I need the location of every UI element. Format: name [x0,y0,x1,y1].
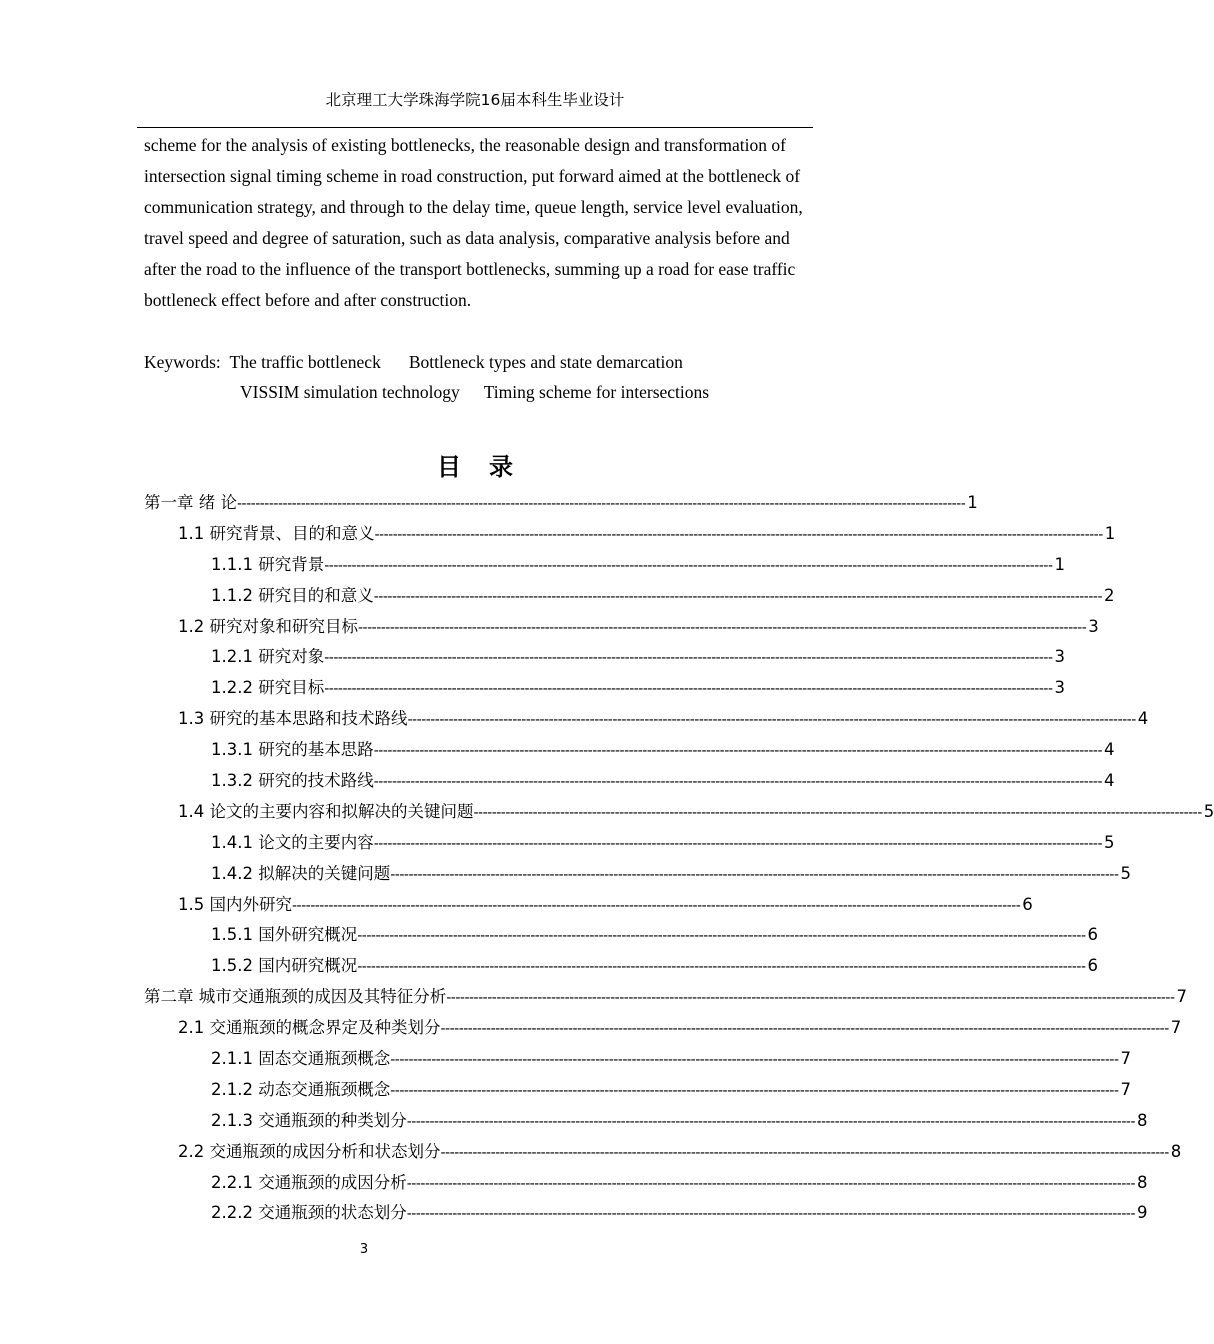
toc-entry[interactable] [144,673,1066,704]
toc-entry-page: 6 [1022,894,1033,914]
toc-entry[interactable] [144,890,1033,921]
toc-entry[interactable] [144,1106,1148,1137]
abstract-text: scheme for the analysis of existing bottlenecks, the reasonable design and transformation of intersection signal timing scheme in road construction, put forward aimed at the bottleneck of communication strategy, and through to the delay time, queue length, service level evaluation, travel speed and degree of saturation, such as data analysis, comparative analysis before and after the road to the influence of the transport bottlenecks, summing up a road for ease traffic bottleneck effect before and after construction. [144,135,803,310]
toc-entry-label: 1.5 国内外研究 [178,894,292,914]
toc-entry-label: 1.5.2 国内研究概况 [211,956,358,976]
toc-entry-page: 3 [1088,616,1099,636]
toc-entry[interactable] [144,612,1099,643]
toc-entry-label: 1.4.1 论文的主要内容 [211,832,374,852]
toc-entry-page: 3 [1054,678,1066,698]
toc-leader: ---------------------------------------------------------------------------------------------------------------------------------------------------------------- [390,866,1119,883]
toc-entry-label: 1.2 研究对象和研究目标 [178,616,358,636]
header-rule [137,127,813,128]
toc-entry-label: 2.1.3 交通瓶颈的种类划分 [211,1110,407,1130]
toc-entry-page: 7 [1120,1079,1132,1099]
toc-entry-label: 1.3 研究的基本思路和技术路线 [178,709,408,729]
toc-entry[interactable] [144,920,1099,951]
toc-entry[interactable] [144,550,1066,581]
toc-entry-page: 5 [1104,832,1115,852]
toc-entry-page: 7 [1176,987,1188,1007]
keywords-label: Keywords: [144,352,221,372]
toc-entry-page: 4 [1137,709,1149,729]
toc-entry[interactable] [144,1168,1148,1199]
toc-leader: ---------------------------------------------------------------------------------------------------------------------------------------------------------------- [407,712,1136,729]
toc-entry-page: 6 [1087,925,1099,945]
toc-entry[interactable] [144,1044,1132,1075]
toc-entry[interactable] [144,982,1188,1013]
toc-leader: ---------------------------------------------------------------------------------------------------------------------------------------------------------------- [237,496,966,512]
toc-entry-label: 1.1.1 研究背景 [211,554,325,574]
toc-leader: ---------------------------------------------------------------------------------------------------------------------------------------------------------------- [324,557,1053,574]
toc-entry[interactable] [144,581,1115,612]
toc-leader: ---------------------------------------------------------------------------------------------------------------------------------------------------------------- [440,1021,1169,1038]
toc-leader: ---------------------------------------------------------------------------------------------------------------------------------------------------------------- [324,681,1053,698]
toc-entry-page: 1 [967,493,978,512]
toc-entry-label: 2.1 交通瓶颈的概念界定及种类划分 [178,1018,441,1038]
toc-entry-label: 2.2.2 交通瓶颈的状态划分 [211,1203,407,1223]
abstract-body [144,130,804,316]
toc-leader: ---------------------------------------------------------------------------------------------------------------------------------------------------------------- [446,990,1175,1007]
toc-leader: ---------------------------------------------------------------------------------------------------------------------------------------------------------------- [357,959,1086,976]
toc-entry-label: 1.1.2 研究目的和意义 [211,585,374,605]
toc-leader: ---------------------------------------------------------------------------------------------------------------------------------------------------------------- [373,774,1103,791]
toc-leader: ---------------------------------------------------------------------------------------------------------------------------------------------------------------- [292,897,1021,914]
toc-entry-page: 7 [1120,1049,1132,1069]
toc-leader: ---------------------------------------------------------------------------------------------------------------------------------------------------------------- [390,1082,1119,1099]
toc-leader: ---------------------------------------------------------------------------------------------------------------------------------------------------------------- [373,743,1103,760]
table-of-contents [144,488,1214,1229]
toc-leader: ---------------------------------------------------------------------------------------------------------------------------------------------------------------- [440,1144,1169,1161]
toc-entry[interactable] [144,1198,1148,1229]
toc-title: 目录 [437,453,541,481]
keyword-2: Bottleneck types and state demarcation [408,352,683,372]
toc-entry-page: 9 [1137,1203,1148,1223]
running-header: 北京理工大学珠海学院16届本科生毕业设计 [325,91,625,109]
toc-entry[interactable] [144,766,1115,797]
toc-entry-label: 1.4.2 拟解决的关键问题 [211,863,391,883]
toc-leader: ---------------------------------------------------------------------------------------------------------------------------------------------------------------- [373,835,1103,852]
page-number: 3 [359,1242,369,1257]
toc-entry-label: 1.3.2 研究的技术路线 [211,771,374,791]
toc-entry-label: 1.2.2 研究目标 [211,678,325,698]
toc-entry[interactable] [144,797,1214,828]
toc-leader: ---------------------------------------------------------------------------------------------------------------------------------------------------------------- [357,928,1086,945]
keyword-3: VISSIM simulation technology [240,382,460,402]
toc-entry-label: 1.4 论文的主要内容和拟解决的关键问题 [178,801,474,821]
toc-entry[interactable] [144,488,978,519]
toc-leader: ---------------------------------------------------------------------------------------------------------------------------------------------------------------- [374,526,1103,543]
toc-entry[interactable] [144,1013,1182,1044]
toc-leader: ---------------------------------------------------------------------------------------------------------------------------------------------------------------- [358,619,1087,636]
toc-entry[interactable] [144,642,1066,673]
toc-entry-label: 1.2.1 研究对象 [211,647,325,667]
toc-entry-page: 5 [1120,863,1132,883]
toc-leader: ---------------------------------------------------------------------------------------------------------------------------------------------------------------- [406,1113,1136,1130]
toc-entry[interactable] [144,1137,1182,1168]
toc-entry-label: 1.5.1 国外研究概况 [211,925,358,945]
toc-leader: ---------------------------------------------------------------------------------------------------------------------------------------------------------------- [406,1175,1136,1192]
toc-entry-label: 1.3.1 研究的基本思路 [211,740,374,760]
toc-entry[interactable] [144,735,1115,766]
toc-entry-page: 7 [1170,1018,1182,1038]
toc-entry-page: 1 [1054,554,1066,574]
toc-entry-label: 第二章 城市交通瓶颈的成因及其特征分析 [144,987,447,1007]
toc-entry-label: 2.1.1 固态交通瓶颈概念 [211,1049,391,1069]
toc-entry-page: 5 [1203,801,1214,821]
toc-leader: ---------------------------------------------------------------------------------------------------------------------------------------------------------------- [406,1206,1136,1223]
toc-entry[interactable] [144,828,1115,859]
toc-entry[interactable] [144,859,1132,890]
toc-entry-label: 2.2 交通瓶颈的成因分析和状态划分 [178,1141,441,1161]
toc-entry-page: 1 [1104,523,1116,543]
toc-leader: ---------------------------------------------------------------------------------------------------------------------------------------------------------------- [473,804,1202,821]
toc-leader: ---------------------------------------------------------------------------------------------------------------------------------------------------------------- [390,1052,1119,1069]
toc-entry-label: 2.1.2 动态交通瓶颈概念 [211,1079,391,1099]
toc-entry[interactable] [144,704,1149,735]
keyword-4: Timing scheme for intersections [483,382,710,402]
toc-entry-page: 6 [1087,956,1099,976]
keyword-1: The traffic bottleneck [229,352,381,372]
toc-entry[interactable] [144,519,1116,550]
toc-leader: ---------------------------------------------------------------------------------------------------------------------------------------------------------------- [373,588,1103,605]
keywords-line-2 [240,377,709,408]
toc-entry-page: 8 [1137,1110,1148,1130]
toc-entry-label: 2.2.1 交通瓶颈的成因分析 [211,1172,407,1192]
keywords-line-1 [144,347,683,378]
toc-entry[interactable] [144,1075,1132,1106]
toc-entry-page: 3 [1054,647,1066,667]
toc-entry-page: 8 [1137,1172,1148,1192]
toc-entry-page: 4 [1104,740,1115,760]
toc-entry-page: 4 [1104,771,1115,791]
toc-entry-page: 8 [1170,1141,1182,1161]
toc-entry-page: 2 [1104,585,1115,605]
toc-entry[interactable] [144,951,1099,982]
toc-entry-label: 1.1 研究背景、目的和意义 [178,523,375,543]
toc-leader: ---------------------------------------------------------------------------------------------------------------------------------------------------------------- [324,650,1053,667]
toc-entry-label: 第一章 绪 论 [144,493,237,512]
